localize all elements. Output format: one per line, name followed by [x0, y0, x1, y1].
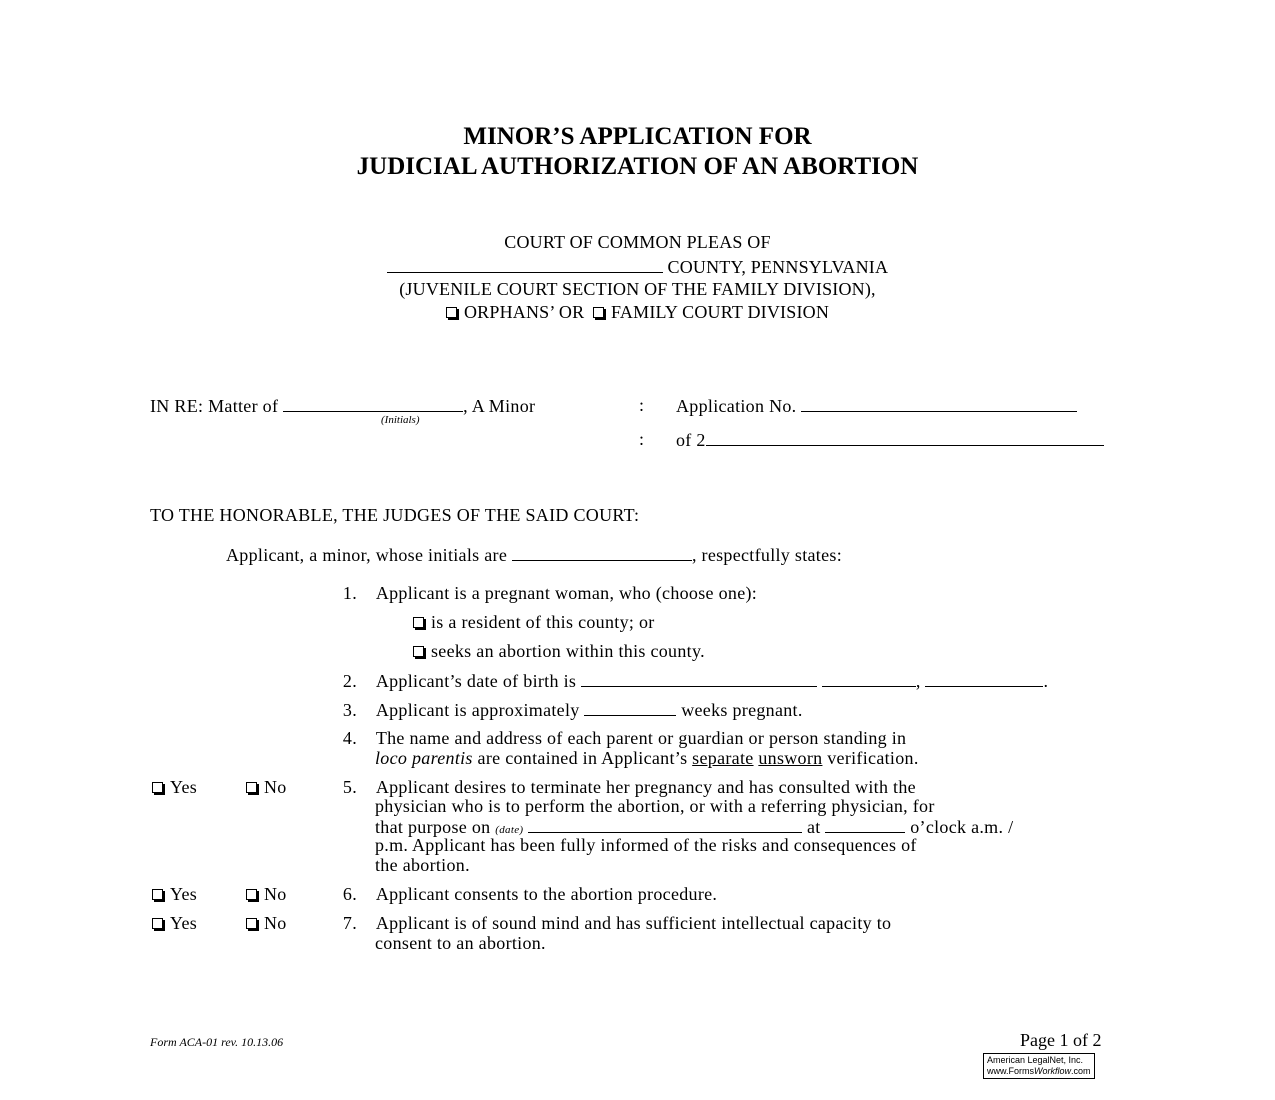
family-court-checkbox[interactable] — [593, 307, 604, 318]
item-2 — [333, 670, 1048, 692]
seeks-abortion-checkbox[interactable] — [413, 646, 424, 657]
item-4-number: 4. — [342, 728, 357, 748]
loco-parentis: loco parentis — [375, 748, 473, 768]
weeks-pregnant-blank[interactable] — [584, 699, 676, 716]
item-5-no-label: No — [264, 777, 287, 797]
item-6-no — [246, 884, 287, 905]
application-no-line — [676, 395, 1077, 417]
county-blank[interactable] — [387, 256, 663, 273]
item-1-option-2 — [413, 641, 705, 662]
resident-label: is a resident of this county; or — [431, 612, 655, 632]
item-6-no-label: No — [264, 884, 287, 904]
of-two-label: of 2 — [676, 430, 706, 450]
item-6 — [333, 884, 717, 905]
item-6-number: 6. — [342, 884, 357, 904]
of-two-line — [676, 429, 1104, 451]
at-label: at — [807, 817, 821, 837]
vendor-url — [987, 1066, 1091, 1077]
intro-before: Applicant, a minor, whose initials are — [226, 545, 508, 565]
a-minor-label: , A Minor — [463, 396, 536, 416]
item-7-number: 7. — [342, 913, 357, 933]
item-6-yes — [152, 884, 197, 905]
orphans-label: ORPHANS’ OR — [463, 302, 585, 322]
seeks-abortion-label: seeks an abortion within this county. — [431, 641, 705, 661]
item-3-number: 3. — [342, 700, 357, 720]
vendor-url-c: .com — [1071, 1066, 1091, 1076]
intro-after: , respectfully states: — [691, 545, 842, 565]
item-6-yes-label: Yes — [170, 884, 198, 904]
in-re-label: IN RE: Matter of — [150, 396, 279, 416]
court-line-1: COURT OF COMMON PLEAS OF — [504, 232, 771, 252]
item-7-no-checkbox[interactable] — [246, 918, 257, 929]
intro-line — [226, 544, 842, 566]
in-re-line — [150, 395, 535, 417]
minor-initials-blank[interactable] — [283, 395, 463, 412]
item-1-option-1 — [413, 612, 655, 633]
consult-time-blank[interactable] — [825, 816, 905, 833]
birth-month-blank[interactable] — [581, 670, 817, 687]
item-2-text: Applicant’s date of birth is — [375, 671, 577, 691]
page-number: Page 1 of 2 — [1020, 1030, 1102, 1050]
item-3 — [333, 699, 803, 721]
item-5-text-1: Applicant desires to terminate her pregnancy and has consulted with the — [375, 777, 916, 797]
item-2-comma: , — [915, 671, 921, 691]
application-no-blank[interactable] — [801, 395, 1077, 412]
item-7-yes-label: Yes — [170, 913, 198, 933]
item-7-no-label: No — [264, 913, 287, 933]
item-5-yes-checkbox[interactable] — [152, 782, 163, 793]
date-label: (date) — [495, 824, 524, 836]
item-5-line-1 — [333, 777, 916, 798]
initials-caption: (Initials) — [381, 414, 420, 426]
item-7-line-2: consent to an abortion. — [375, 933, 546, 953]
separate-word: separate — [692, 748, 754, 768]
vendor-badge — [983, 1053, 1095, 1079]
item-1 — [333, 583, 757, 604]
caption-colon-2: : — [639, 429, 645, 449]
item-5-yes — [152, 777, 197, 798]
application-no-label: Application No. — [676, 396, 797, 416]
county-suffix: COUNTY, PENNSYLVANIA — [667, 257, 889, 277]
salutation: TO THE HONORABLE, THE JUDGES OF THE SAID COURT: — [150, 505, 640, 525]
county-line — [0, 256, 1275, 278]
item-6-no-checkbox[interactable] — [246, 889, 257, 900]
item-5-no-checkbox[interactable] — [246, 782, 257, 793]
item-7-no — [246, 913, 287, 934]
orphans-checkbox[interactable] — [446, 307, 457, 318]
caption-colon-1: : — [639, 395, 645, 415]
item-6-text: Applicant consents to the abortion procedure. — [375, 884, 718, 904]
item-4-line-2 — [375, 748, 919, 769]
unsworn-word: unsworn — [758, 748, 823, 768]
vendor-url-b: Workflow — [1034, 1066, 1072, 1076]
item-5-text-3: that purpose on — [375, 817, 491, 837]
birth-year-blank[interactable] — [925, 670, 1043, 687]
applicant-initials-blank[interactable] — [512, 544, 692, 561]
item-3-after: weeks pregnant. — [681, 700, 803, 720]
vendor-url-a: www.Forms — [987, 1066, 1034, 1076]
title-line-2: JUDICIAL AUTHORIZATION OF AN ABORTION — [356, 153, 919, 180]
item-7-yes — [152, 913, 197, 934]
court-line-3: (JUVENILE COURT SECTION OF THE FAMILY DIVISION), — [399, 279, 876, 299]
item-5-number: 5. — [342, 777, 357, 797]
item-5-yes-label: Yes — [170, 777, 198, 797]
item-5-line-5: the abortion. — [375, 855, 470, 875]
item-4-line-1 — [333, 728, 906, 749]
birth-day-blank[interactable] — [822, 670, 916, 687]
division-line — [0, 302, 1275, 323]
item-5-line-4: p.m. Applicant has been fully informed of the risks and consequences of — [375, 835, 917, 855]
item-4-mid: are contained in Applicant’s — [472, 748, 693, 768]
item-5-line-2: physician who is to perform the abortion, or with a referring physician, for — [375, 796, 935, 816]
family-court-label: FAMILY COURT DIVISION — [611, 302, 830, 322]
item-7-text-1: Applicant is of sound mind and has sufficient intellectual capacity to — [375, 913, 892, 933]
item-2-period: . — [1043, 671, 1049, 691]
of-two-blank[interactable] — [706, 429, 1104, 446]
oclock-label: o’clock a.m. / — [910, 817, 1014, 837]
form-id: Form ACA-01 rev. 10.13.06 — [150, 1035, 284, 1049]
item-7-yes-checkbox[interactable] — [152, 918, 163, 929]
vendor-name: American LegalNet, Inc. — [987, 1055, 1084, 1065]
title-line-1: MINOR’S APPLICATION FOR — [463, 123, 812, 150]
item-3-before: Applicant is approximately — [375, 700, 580, 720]
item-6-yes-checkbox[interactable] — [152, 889, 163, 900]
item-7-line-1 — [333, 913, 891, 934]
item-4-end: verification. — [822, 748, 919, 768]
resident-checkbox[interactable] — [413, 617, 424, 628]
consult-date-blank[interactable] — [528, 816, 802, 833]
item-5-no — [246, 777, 287, 798]
item-2-number: 2. — [342, 671, 357, 691]
item-4-text-1: The name and address of each parent or guardian or person standing in — [375, 728, 907, 748]
item-1-number: 1. — [342, 583, 357, 603]
item-1-text: Applicant is a pregnant woman, who (choose one): — [375, 583, 758, 603]
